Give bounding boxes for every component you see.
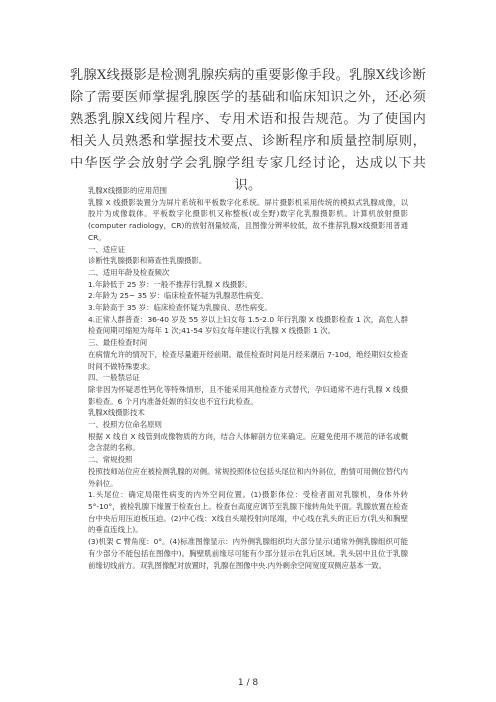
body-paragraph: 乳腺 X 线摄影装置分为屏片系统和平板数字化系统。屏片摄影机采用传统的模拟式乳腺成像，以胶片为成像载体。平板数字化摄影机又称整板(或全野)数字化乳腺摄影机。计算机放射摄影(computer radiology，CR)的放射剂量较高，且图像分辨率较低，故不推荐乳腺X线摄影用普通 CR。 [88, 197, 408, 242]
subsection-heading: 四、一般禁忌证 [88, 373, 140, 383]
body-paragraph: 诊断性乳腺摄影和筛查性乳腺摄影。 [88, 256, 207, 266]
subsection-heading: 三、最佳检查时间 [88, 338, 148, 348]
body-paragraph: 除非因为怀疑恶性钙化等特殊情形，且不能采用其他检查方式替代，孕妇通常不进行乳腺 X 线摄影检查。6 个月内准备妊娠的妇女也不宜行此检查。 [88, 384, 408, 406]
intro-paragraph [70, 65, 426, 197]
section-heading: 乳腺X线摄影技术 [88, 408, 145, 418]
body-paragraph: 投照技师站位应在被检测乳腺的对侧。常规投照体位包括头尾位和内外斜位，酌情可用侧位替代内外斜位。 [88, 466, 408, 488]
body-paragraph: 1.头尾位：确定局限性病变的内外空间位置。(1)摄影体位：受检者面对乳腺机，身体外转 5°-10°，被检乳腺下缘置于检查台上。检查台高度应调节至乳腺下缘转角处平面。乳腺放置在检查台中央后用压迫板压迫。(2)中心线：X线自头端投射向尾端，中心线在乳头的正后方(乳头和胸壁的垂直连线上)。 [88, 490, 408, 535]
body-paragraph: 根据 X 线自 X 线管到成像物质的方向，结合人体解剖方位来确定。应避免使用不规范的译名或概念含混的名称。 [88, 431, 408, 453]
intro-text: 乳腺X线摄影是检测乳腺疾病的重要影像手段。乳腺X线诊断除了需要医师掌握乳腺医学的基础和临床知识之外，还必须熟悉乳腺X线阅片程序、专用术语和报告规范。为了使国内相关人员熟悉和掌握技术要点、诊断程序和质量控制原则，中华医学会放射学会乳腺学组专家几经讨论，达成以下共识。 [70, 68, 426, 193]
subsection-heading: 二、适用年龄及检查频次 [88, 267, 170, 277]
list-item: 1.年龄低于 25 岁：一般不推荐行乳腺 X 线摄影。 [88, 279, 252, 289]
page-number: 1 / 8 [237, 678, 259, 688]
subsection-heading: 一、投照方位命名原则 [88, 420, 162, 430]
document-body [88, 185, 408, 571]
subsection-heading: 一、适应证 [88, 244, 125, 254]
body-paragraph: 在病情允许的情况下，检查尽量避开经前期。最佳检查时间是月经来潮后 7-10d，绝经期妇女检查时间不做特殊要求。 [88, 349, 408, 371]
subsection-heading: 二、常规投照 [88, 455, 133, 465]
section-heading: 乳腺X线摄影的应用范围 [88, 186, 167, 195]
body-paragraph: (3)机架 C 臂角度：0°。(4)标准图像显示：内外侧乳腺组织均大部分显示(通常外侧乳腺组织可能有少部分不能包括在图像中)。胸壁肌前缘尽可能有少部分显示在乳后区域。乳头居中且位于乳腺前缘切线前方。双乳图像配对放置时，乳腺在图像中央.内外剩余空间宽度双侧应基本一致。 [88, 537, 408, 570]
list-item: 4.正常人群普查：36-40 岁及 55 岁以上妇女每 1.5-2.0 年行乳腺 X 线摄影检查 1 次，高危人群检查间期可缩短为每年 1 次;41-54 岁妇女每年建议行乳腺 X 线摄影 1 次。 [88, 314, 408, 336]
list-item: 3.年龄高于 35 岁：临床检查怀疑为乳腺良、恶性病变。 [88, 303, 272, 313]
list-item: 2.年龄为 25~ 35 岁：临床检查怀疑为乳腺恶性病变。 [88, 291, 268, 301]
